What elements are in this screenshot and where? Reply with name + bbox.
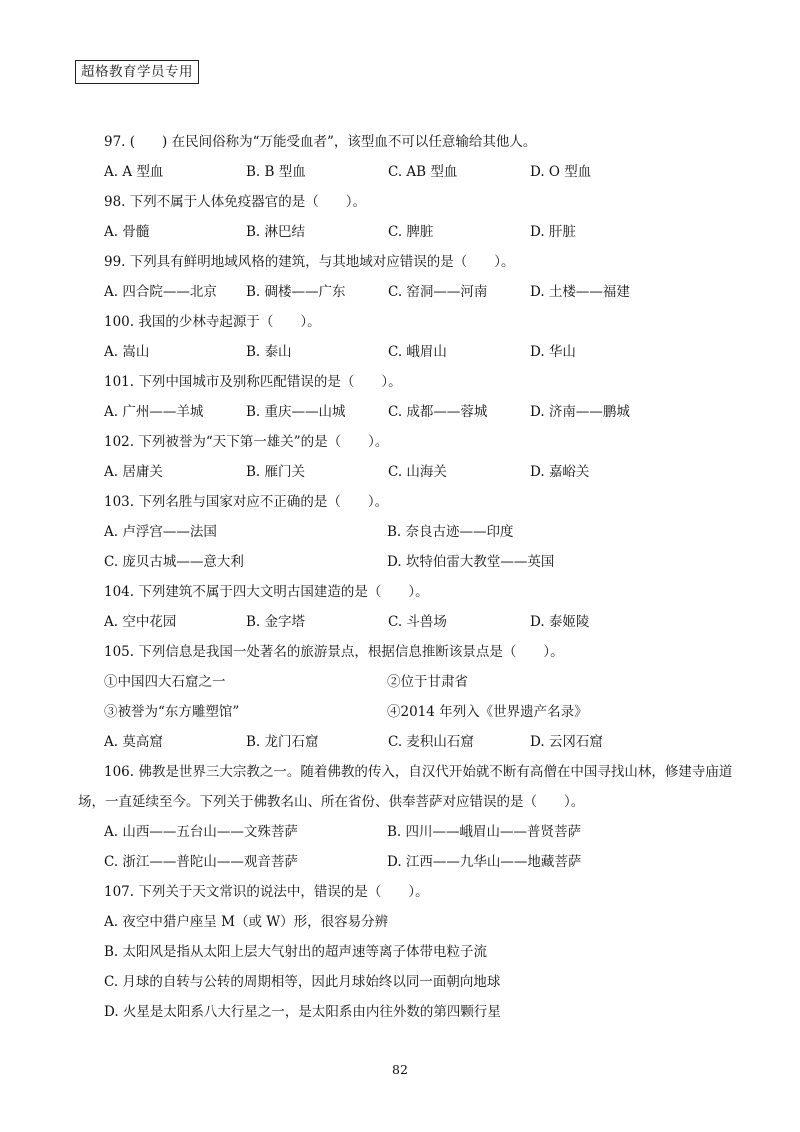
option-a: A. 莫高窟 bbox=[104, 734, 163, 750]
option-b: B. 金字塔 bbox=[246, 614, 306, 630]
option-row bbox=[104, 697, 704, 727]
option-d: D. 华山 bbox=[530, 344, 576, 360]
option-a: A. 夜空中猎户座呈 M（或 W）形，很容易分辨 bbox=[104, 914, 389, 930]
option-a: A. 空中花园 bbox=[104, 614, 177, 630]
option-d: D. 土楼——福建 bbox=[530, 284, 630, 300]
option-b: B. 碉楼——广东 bbox=[246, 284, 346, 300]
option-row bbox=[104, 997, 704, 1027]
question-stem: 101. 下列中国城市及别称匹配错误的是（ ）。 bbox=[104, 374, 402, 390]
option-row bbox=[104, 517, 704, 547]
option-d: D. 济南——鹏城 bbox=[530, 404, 630, 420]
question-stem: 104. 下列建筑不属于四大文明古国建造的是（ ）。 bbox=[104, 584, 429, 600]
option-b: B. 四川——峨眉山——普贤菩萨 bbox=[387, 824, 582, 840]
option-a: A. A 型血 bbox=[104, 164, 164, 180]
option-row bbox=[104, 337, 704, 367]
option-row bbox=[104, 817, 704, 847]
option-c: C. 斗兽场 bbox=[388, 614, 447, 630]
option-b: B. 龙门石窟 bbox=[246, 734, 319, 750]
option-row bbox=[104, 847, 704, 877]
option-a: A. 居庸关 bbox=[104, 464, 163, 480]
option-d: D. 火星是太阳系八大行星之一，是太阳系由内往外数的第四颗行星 bbox=[104, 1004, 501, 1020]
option-c: C. 浙江——普陀山——观音菩萨 bbox=[104, 854, 298, 870]
option-c: C. 月球的自转与公转的周期相等，因此月球始终以同一面朝向地球 bbox=[104, 974, 501, 990]
question-stem: 100. 我国的少林寺起源于（ ）。 bbox=[104, 314, 321, 330]
page-number: 82 bbox=[392, 1062, 408, 1077]
option-row bbox=[104, 937, 704, 967]
option-d: D. 江西——九华山——地藏菩萨 bbox=[387, 854, 582, 870]
option-c: C. AB 型血 bbox=[388, 164, 458, 180]
option-a: A. 卢浮宫——法国 bbox=[104, 524, 217, 540]
option-d: D. 嘉峪关 bbox=[530, 464, 590, 480]
option-d: D. O 型血 bbox=[530, 164, 592, 180]
option-b: B. 淋巴结 bbox=[246, 224, 306, 240]
option-a: A. 四合院——北京 bbox=[104, 284, 217, 300]
question-stem: 103. 下列名胜与国家对应不正确的是（ ）。 bbox=[104, 494, 389, 510]
option-row bbox=[104, 547, 704, 577]
option-b: B. 雁门关 bbox=[246, 464, 306, 480]
option-row bbox=[104, 457, 704, 487]
option-row bbox=[104, 217, 704, 247]
option-b: B. B 型血 bbox=[246, 164, 306, 180]
option-d: D. 云冈石窟 bbox=[530, 734, 603, 750]
option-c: C. 庞贝古城——意大利 bbox=[104, 554, 244, 570]
option-a: ①中国四大石窟之一 bbox=[104, 674, 226, 690]
question-stem: 98. 下列不属于人体免疫器官的是（ ）。 bbox=[104, 194, 367, 210]
option-d: D. 肝脏 bbox=[530, 224, 576, 240]
question-stem: 场，一直延续至今。下列关于佛教名山、所在省份、供奉菩萨对应错误的是（ ）。 bbox=[78, 794, 585, 810]
option-c: C. 窑洞——河南 bbox=[388, 284, 488, 300]
option-row bbox=[104, 667, 704, 697]
option-row bbox=[104, 277, 704, 307]
option-a: A. 广州——羊城 bbox=[104, 404, 204, 420]
option-c: C. 峨眉山 bbox=[388, 344, 447, 360]
question-stem: 99. 下列具有鲜明地域风格的建筑，与其地域对应错误的是（ ）。 bbox=[104, 254, 515, 270]
question-stem: 107. 下列关于天文常识的说法中，错误的是（ ）。 bbox=[104, 884, 429, 900]
option-a: A. 嵩山 bbox=[104, 344, 150, 360]
option-a: A. 山西——五台山——文殊菩萨 bbox=[104, 824, 298, 840]
option-c: C. 麦积山石窟 bbox=[388, 734, 474, 750]
option-c: C. 山海关 bbox=[388, 464, 447, 480]
option-c: ③被誉为“东方雕塑馆” bbox=[104, 704, 240, 720]
option-b: B. 太阳风是指从太阳上层大气射出的超声速等离子体带电粒子流 bbox=[104, 944, 488, 960]
question-list bbox=[78, 127, 733, 1027]
option-row bbox=[104, 607, 704, 637]
option-b: B. 奈良古迹——印度 bbox=[387, 524, 514, 540]
question-stem: 102. 下列被誉为“天下第一雄关”的是（ ）。 bbox=[104, 434, 389, 450]
question-stem: 106. 佛教是世界三大宗教之一。随着佛教的传入，自汉代开始就不断有高僧在中国寻找山林，修建寺庙道 bbox=[104, 764, 733, 780]
question-stem: 105. 下列信息是我国一处著名的旅游景点，根据信息推断该景点是（ ）。 bbox=[104, 644, 564, 660]
option-row bbox=[104, 727, 704, 757]
option-b: B. 泰山 bbox=[246, 344, 292, 360]
option-d: D. 坎特伯雷大教堂——英国 bbox=[387, 554, 555, 570]
option-row bbox=[104, 907, 704, 937]
option-c: C. 成都——蓉城 bbox=[388, 404, 488, 420]
option-row bbox=[104, 967, 704, 997]
option-a: A. 骨髓 bbox=[104, 224, 150, 240]
option-c: C. 脾脏 bbox=[388, 224, 434, 240]
question-stem: 97. ( ) 在民间俗称为“万能受血者”，该型血不可以任意输给其他人。 bbox=[104, 134, 537, 150]
option-b: ②位于甘肃省 bbox=[387, 674, 468, 690]
option-b: B. 重庆——山城 bbox=[246, 404, 346, 420]
option-d: D. 泰姬陵 bbox=[530, 614, 590, 630]
option-row bbox=[104, 157, 704, 187]
header-badge: 超格教育学员专用 bbox=[75, 60, 199, 84]
option-row bbox=[104, 397, 704, 427]
option-d: ④2014 年列入《世界遗产名录》 bbox=[387, 704, 588, 720]
